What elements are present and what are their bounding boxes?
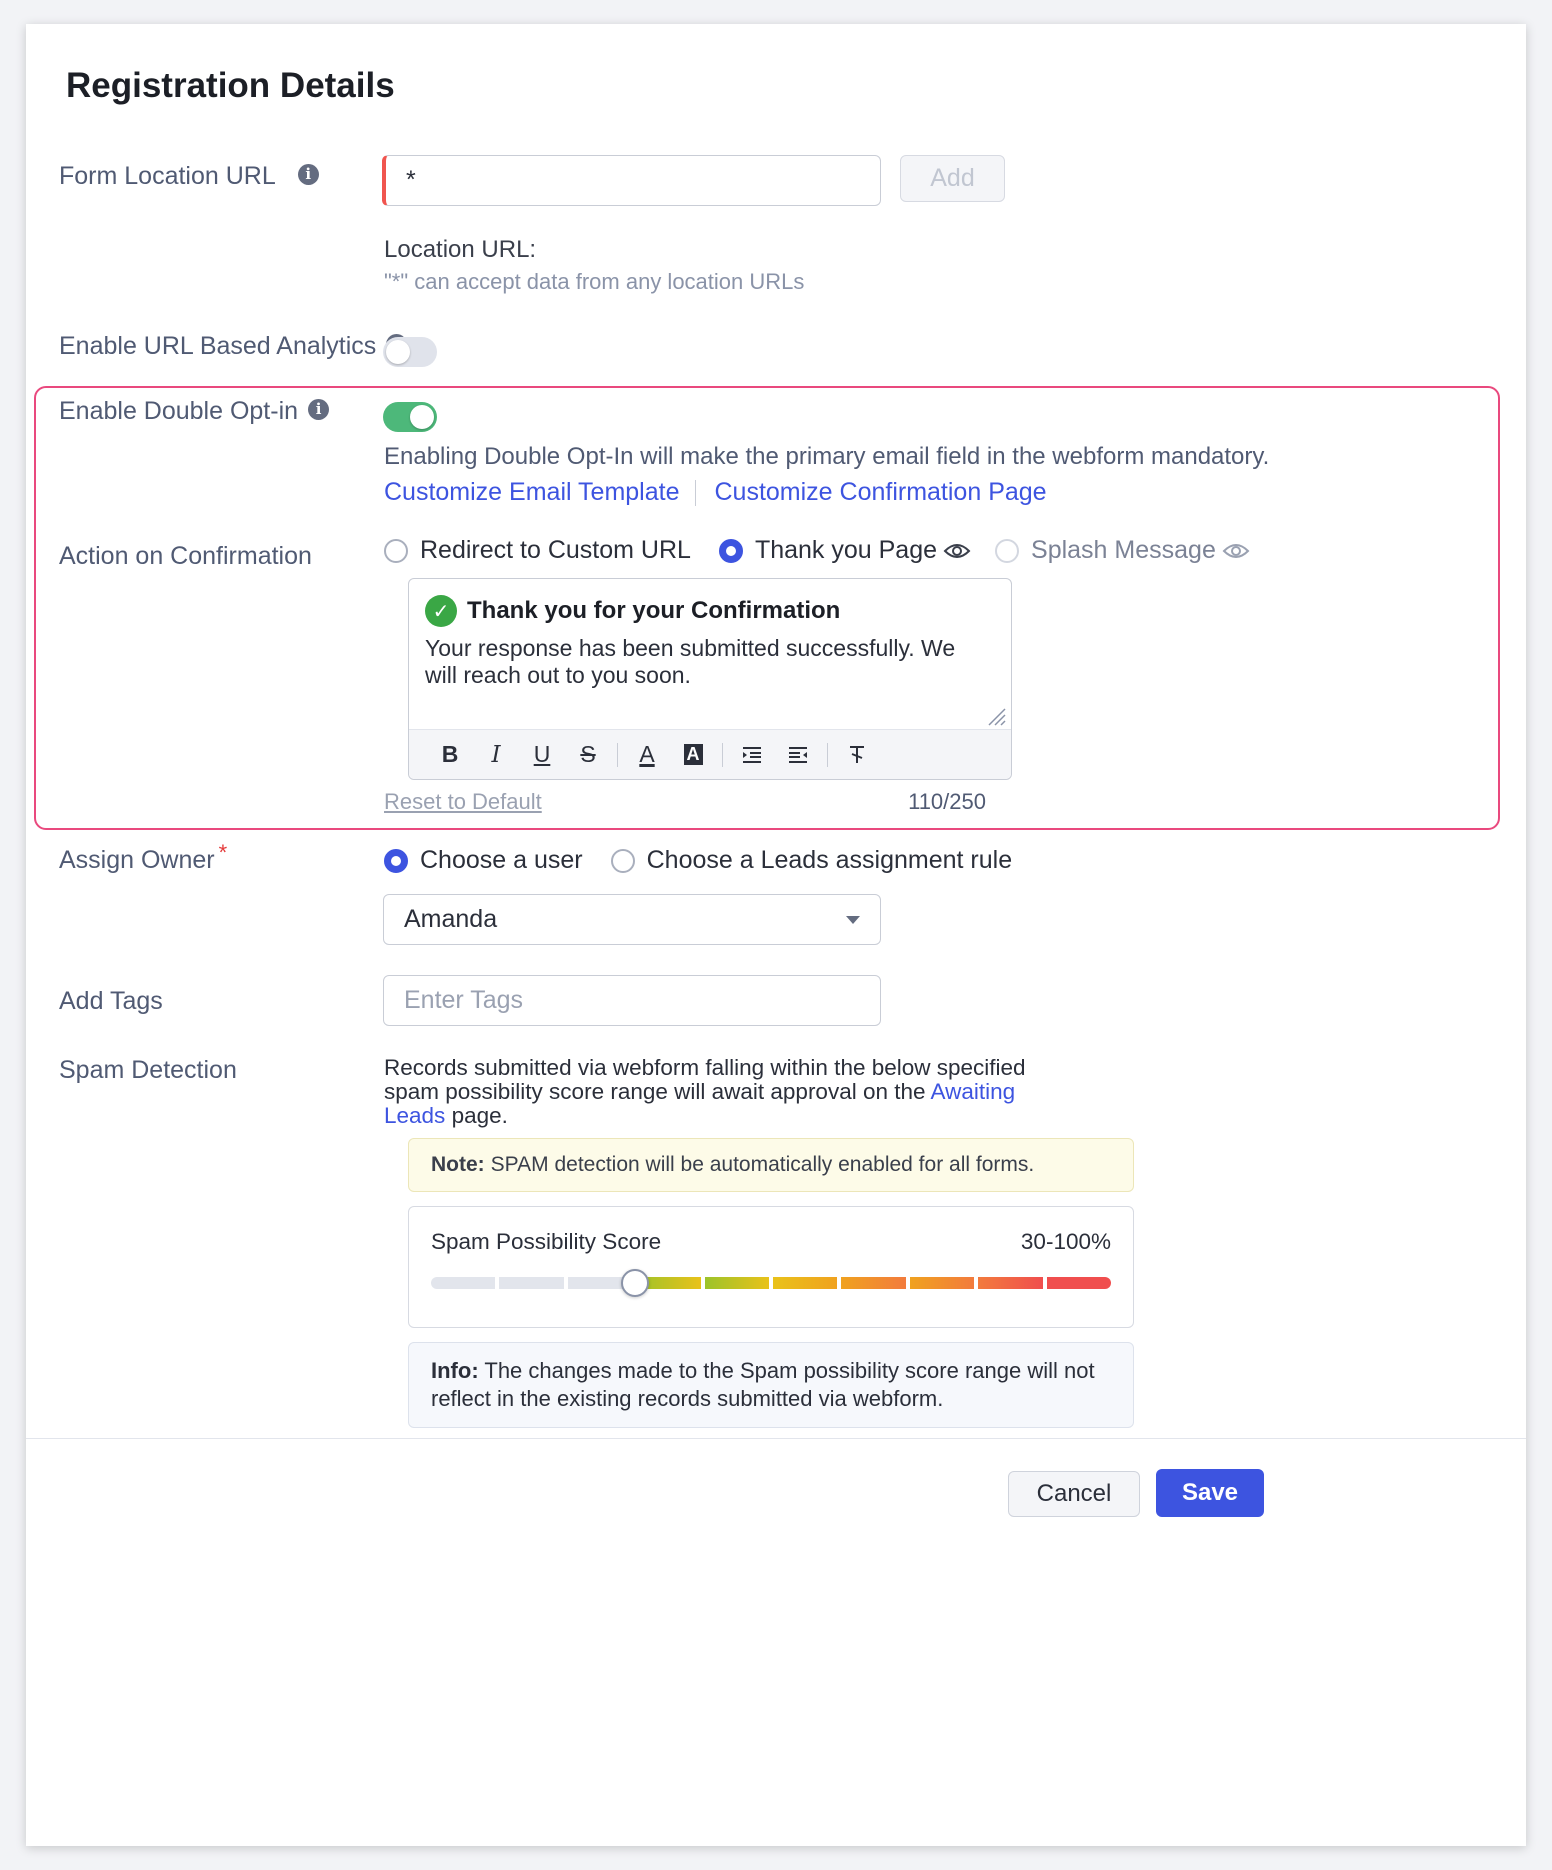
info-icon[interactable]: i xyxy=(298,164,319,185)
info-text: The changes made to the Spam possibility score range will not reflect in the existing records submitted via webform. xyxy=(431,1358,1095,1411)
check-circle-icon: ✓ xyxy=(425,595,457,627)
double-optin-label xyxy=(59,397,329,426)
toolbar-divider xyxy=(617,743,618,767)
radio-label: Splash Message xyxy=(1031,536,1216,564)
url-analytics-toggle[interactable] xyxy=(383,337,437,367)
cancel-button[interactable]: Cancel xyxy=(1008,1471,1140,1517)
message-title-row xyxy=(425,595,840,627)
resize-handle-icon[interactable] xyxy=(987,707,1007,727)
tags-placeholder: Enter Tags xyxy=(404,986,524,1014)
radio-label: Choose a Leads assignment rule xyxy=(646,846,1013,874)
location-url-heading: Location URL: xyxy=(384,236,537,263)
dialog-footer xyxy=(26,1438,1526,1546)
spam-note xyxy=(408,1138,1134,1192)
double-optin-toggle[interactable] xyxy=(383,402,437,432)
radio-splash-message[interactable] xyxy=(995,536,1250,565)
add-tags-label: Add Tags xyxy=(59,987,163,1015)
slider-segment xyxy=(841,1277,905,1289)
url-analytics-label-text: Enable URL Based Analytics xyxy=(59,332,377,360)
double-optin-description: Enabling Double Opt-In will make the primary email field in the webform mandatory. xyxy=(384,443,1270,470)
slider-segment xyxy=(978,1277,1042,1289)
tags-input[interactable] xyxy=(383,975,881,1026)
radio-circle[interactable] xyxy=(384,539,408,563)
clear-formatting-icon[interactable] xyxy=(834,735,880,775)
url-analytics-label xyxy=(59,332,407,361)
slider-segment xyxy=(431,1277,495,1289)
registration-details-dialog xyxy=(26,24,1526,1846)
radio-circle[interactable] xyxy=(384,849,408,873)
action-on-confirmation-label: Action on Confirmation xyxy=(59,542,312,570)
form-location-label-text: Form Location URL xyxy=(59,162,276,190)
spam-score-slider[interactable] xyxy=(431,1277,1111,1289)
spam-description-end: page. xyxy=(451,1103,508,1128)
toolbar-divider xyxy=(827,743,828,767)
customize-email-template-link[interactable]: Customize Email Template xyxy=(384,478,680,506)
assign-owner-label xyxy=(59,840,228,875)
info-icon[interactable]: i xyxy=(308,399,329,420)
customize-confirmation-page-link[interactable]: Customize Confirmation Page xyxy=(714,478,1047,506)
radio-choose-user[interactable] xyxy=(384,846,583,875)
indent-icon[interactable] xyxy=(729,735,775,775)
spam-score-label: Spam Possibility Score xyxy=(431,1229,662,1254)
slider-segment xyxy=(705,1277,769,1289)
chevron-down-icon xyxy=(846,916,860,924)
double-optin-links xyxy=(384,478,1047,507)
font-color-icon[interactable]: A xyxy=(639,741,655,767)
awaiting-leads-link[interactable]: Awaiting Leads xyxy=(384,1079,1016,1128)
radio-thank-you-page[interactable] xyxy=(719,536,971,565)
radio-choose-assignment-rule[interactable] xyxy=(611,846,1013,875)
note-label: Note: xyxy=(431,1153,485,1176)
slider-segment xyxy=(910,1277,974,1289)
eye-icon[interactable] xyxy=(1222,542,1250,560)
required-asterisk: * xyxy=(218,840,228,865)
char-count: 110/250 xyxy=(908,789,986,814)
location-url-hint: "*" can accept data from any location URLs xyxy=(384,269,805,294)
eye-icon[interactable] xyxy=(943,542,971,560)
toolbar-divider xyxy=(722,743,723,767)
form-location-url-value: * xyxy=(406,166,416,194)
reset-to-default-link[interactable]: Reset to Default xyxy=(384,789,542,814)
action-radio-group xyxy=(384,536,1250,565)
note-text: SPAM detection will be automatically enabled for all forms. xyxy=(490,1153,1035,1176)
save-button[interactable]: Save xyxy=(1156,1469,1264,1517)
radio-label: Redirect to Custom URL xyxy=(420,536,691,564)
spam-description xyxy=(384,1056,1044,1128)
toggle-knob xyxy=(410,405,434,429)
confirmation-message-editor[interactable] xyxy=(408,578,1012,780)
page-title: Registration Details xyxy=(66,66,395,105)
radio-label: Thank you Page xyxy=(754,536,938,564)
slider-segment xyxy=(1047,1277,1111,1289)
editor-toolbar xyxy=(409,729,1011,779)
radio-circle[interactable] xyxy=(611,849,635,873)
owner-radio-group xyxy=(384,846,1012,875)
underline-icon[interactable]: U xyxy=(533,741,551,767)
outdent-icon[interactable] xyxy=(775,735,821,775)
owner-select[interactable] xyxy=(383,894,881,945)
spam-score-range: 30-100% xyxy=(1020,1229,1111,1254)
radio-label: Choose a user xyxy=(420,846,583,874)
spam-score-panel xyxy=(408,1206,1134,1328)
spam-description-text: Records submitted via webform falling within the below specified spam possibility score range will await approval on the xyxy=(384,1055,1026,1104)
form-location-url-input[interactable] xyxy=(382,155,881,206)
owner-select-value: Amanda xyxy=(404,905,498,933)
radio-circle[interactable] xyxy=(719,539,743,563)
radio-circle[interactable] xyxy=(995,539,1019,563)
radio-redirect-custom-url[interactable] xyxy=(384,536,691,565)
slider-segment xyxy=(499,1277,563,1289)
toggle-knob xyxy=(386,340,410,364)
divider xyxy=(695,480,696,506)
highlight-color-icon[interactable]: A xyxy=(670,735,716,775)
assign-owner-label-text: Assign Owner xyxy=(59,846,215,874)
double-optin-label-text: Enable Double Opt-in xyxy=(59,397,299,425)
strikethrough-icon[interactable]: S xyxy=(580,741,596,767)
add-url-button[interactable]: Add xyxy=(900,155,1005,202)
spam-detection-label: Spam Detection xyxy=(59,1056,237,1084)
spam-info xyxy=(408,1342,1134,1428)
message-title: Thank you for your Confirmation xyxy=(467,597,841,624)
slider-segment xyxy=(773,1277,837,1289)
slider-thumb[interactable] xyxy=(621,1269,649,1297)
italic-icon[interactable]: I xyxy=(491,741,501,768)
form-location-label xyxy=(59,162,319,191)
info-label: Info: xyxy=(431,1358,479,1383)
message-body: Your response has been submitted successfully. We will reach out to you soon. xyxy=(425,635,956,688)
bold-icon[interactable]: B xyxy=(441,741,459,767)
